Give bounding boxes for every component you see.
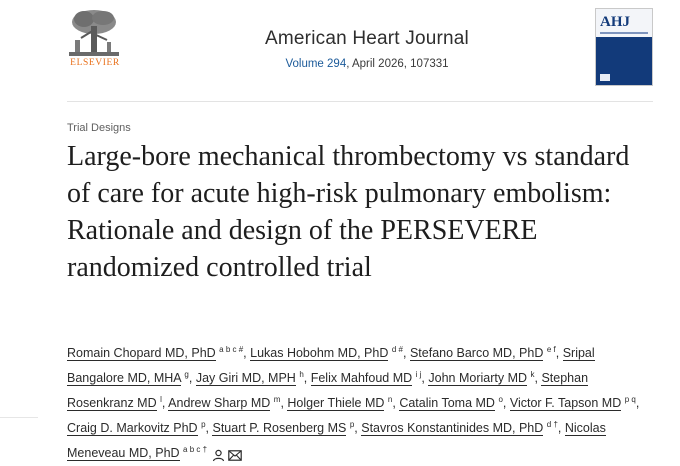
cover-publisher-mark	[600, 74, 610, 81]
affiliation-marker[interactable]: o	[498, 395, 503, 404]
author-link[interactable]: Jay Giri MD, MPH	[195, 371, 296, 385]
publisher-name: ELSEVIER	[70, 58, 120, 68]
author-link[interactable]: Stavros Konstantinides MD, PhD	[361, 421, 544, 435]
person-icon[interactable]	[212, 449, 225, 462]
affiliation-marker[interactable]: a b c #	[219, 345, 244, 354]
email-icon[interactable]	[228, 450, 242, 461]
affiliation-marker[interactable]: i j	[415, 370, 422, 379]
author-icons	[212, 444, 245, 466]
divider	[0, 417, 38, 418]
author-link[interactable]: Holger Thiele MD	[287, 396, 385, 410]
affiliation-marker[interactable]: p	[349, 420, 355, 429]
author-link[interactable]: Romain Chopard MD, PhD	[67, 346, 216, 360]
affiliation-marker[interactable]: m	[273, 395, 281, 404]
affiliation-marker[interactable]: n	[387, 395, 393, 404]
author-link[interactable]: Nicolas Meneveau MD, PhD	[67, 421, 606, 460]
affiliation-marker[interactable]: p	[201, 420, 206, 429]
author-link[interactable]: Felix Mahfoud MD	[310, 371, 413, 385]
affiliation-marker[interactable]: a b c †	[183, 445, 208, 454]
article-title: Large-bore mechanical thrombectomy vs standard of care for acute high-risk pulmonary embolism: Rationale and design of the PERSEVERE randomized controlled trial	[67, 141, 630, 283]
author-link[interactable]: Stuart P. Rosenberg MS	[212, 421, 347, 435]
affiliation-marker[interactable]: p q	[624, 395, 636, 404]
elsevier-tree-logo[interactable]	[67, 8, 121, 74]
author-link[interactable]: Lukas Hobohm MD, PhD	[250, 346, 389, 360]
affiliation-marker[interactable]: h	[299, 370, 304, 379]
volume-link[interactable]: Volume 294	[285, 58, 347, 70]
cover-abbreviation: AHJ	[600, 14, 630, 30]
affiliation-marker[interactable]: d #	[391, 345, 403, 354]
cover-rule	[600, 32, 648, 34]
journal-name-link[interactable]: American Heart Journal	[265, 28, 469, 49]
issue-details: , April 2026, 107331	[346, 58, 449, 70]
author-link[interactable]: Stephan Rosenkranz MD	[67, 371, 589, 410]
author-link[interactable]: Andrew Sharp MD	[168, 396, 271, 410]
author-link[interactable]: John Moriarty MD	[428, 371, 528, 385]
journal-header	[67, 8, 653, 102]
author-link[interactable]: Sripal Bangalore MD, MHA	[67, 346, 595, 385]
author-link[interactable]: Craig D. Markovitz PhD	[67, 421, 198, 435]
affiliation-marker[interactable]: e f	[546, 345, 556, 354]
author-link[interactable]: Catalin Toma MD	[399, 396, 495, 410]
affiliation-marker[interactable]: g	[184, 370, 189, 379]
affiliation-marker[interactable]: l	[160, 395, 162, 404]
journal-cover-image[interactable]	[595, 8, 653, 86]
author-link[interactable]: Victor F. Tapson MD	[509, 396, 622, 410]
article-type: Trial Designs	[67, 122, 131, 134]
affiliation-marker[interactable]: d †	[546, 420, 558, 429]
issue-line	[217, 58, 517, 70]
journal-info	[217, 28, 517, 70]
author-link[interactable]: Stefano Barco MD, PhD	[409, 346, 544, 360]
tree-icon	[67, 8, 121, 58]
affiliation-marker[interactable]: k	[530, 370, 535, 379]
author-names: Romain Chopard MD, PhD $^{a b c \#}$, Lukas Hobohm MD, PhD $^{d \#}$, Stefano Barco MD, PhD $^{e f}$, Sripal Bangalore MD, MHA $^g$, Jay Giri MD, MPH $^h$, Felix Mahfoud MD $^{i j}$, John Moriarty MD $^k$, Stephan Rosenkranz MD $^l$, Andrew Sharp MD $^m$, Holger Thiele MD $^n$, Catalin Toma MD $^o$, Victor F. Tapson MD $^{p q}$, Craig D. Markovitz PhD $^p$, Stuart P. Rosenberg MS $^p$, Stavros Konstantinides MD, PhD $^{d \dagger}$, Nicolas Meneveau MD, PhD $^{a b c \dagger}$	[67, 345, 640, 460]
author-list	[67, 339, 647, 466]
